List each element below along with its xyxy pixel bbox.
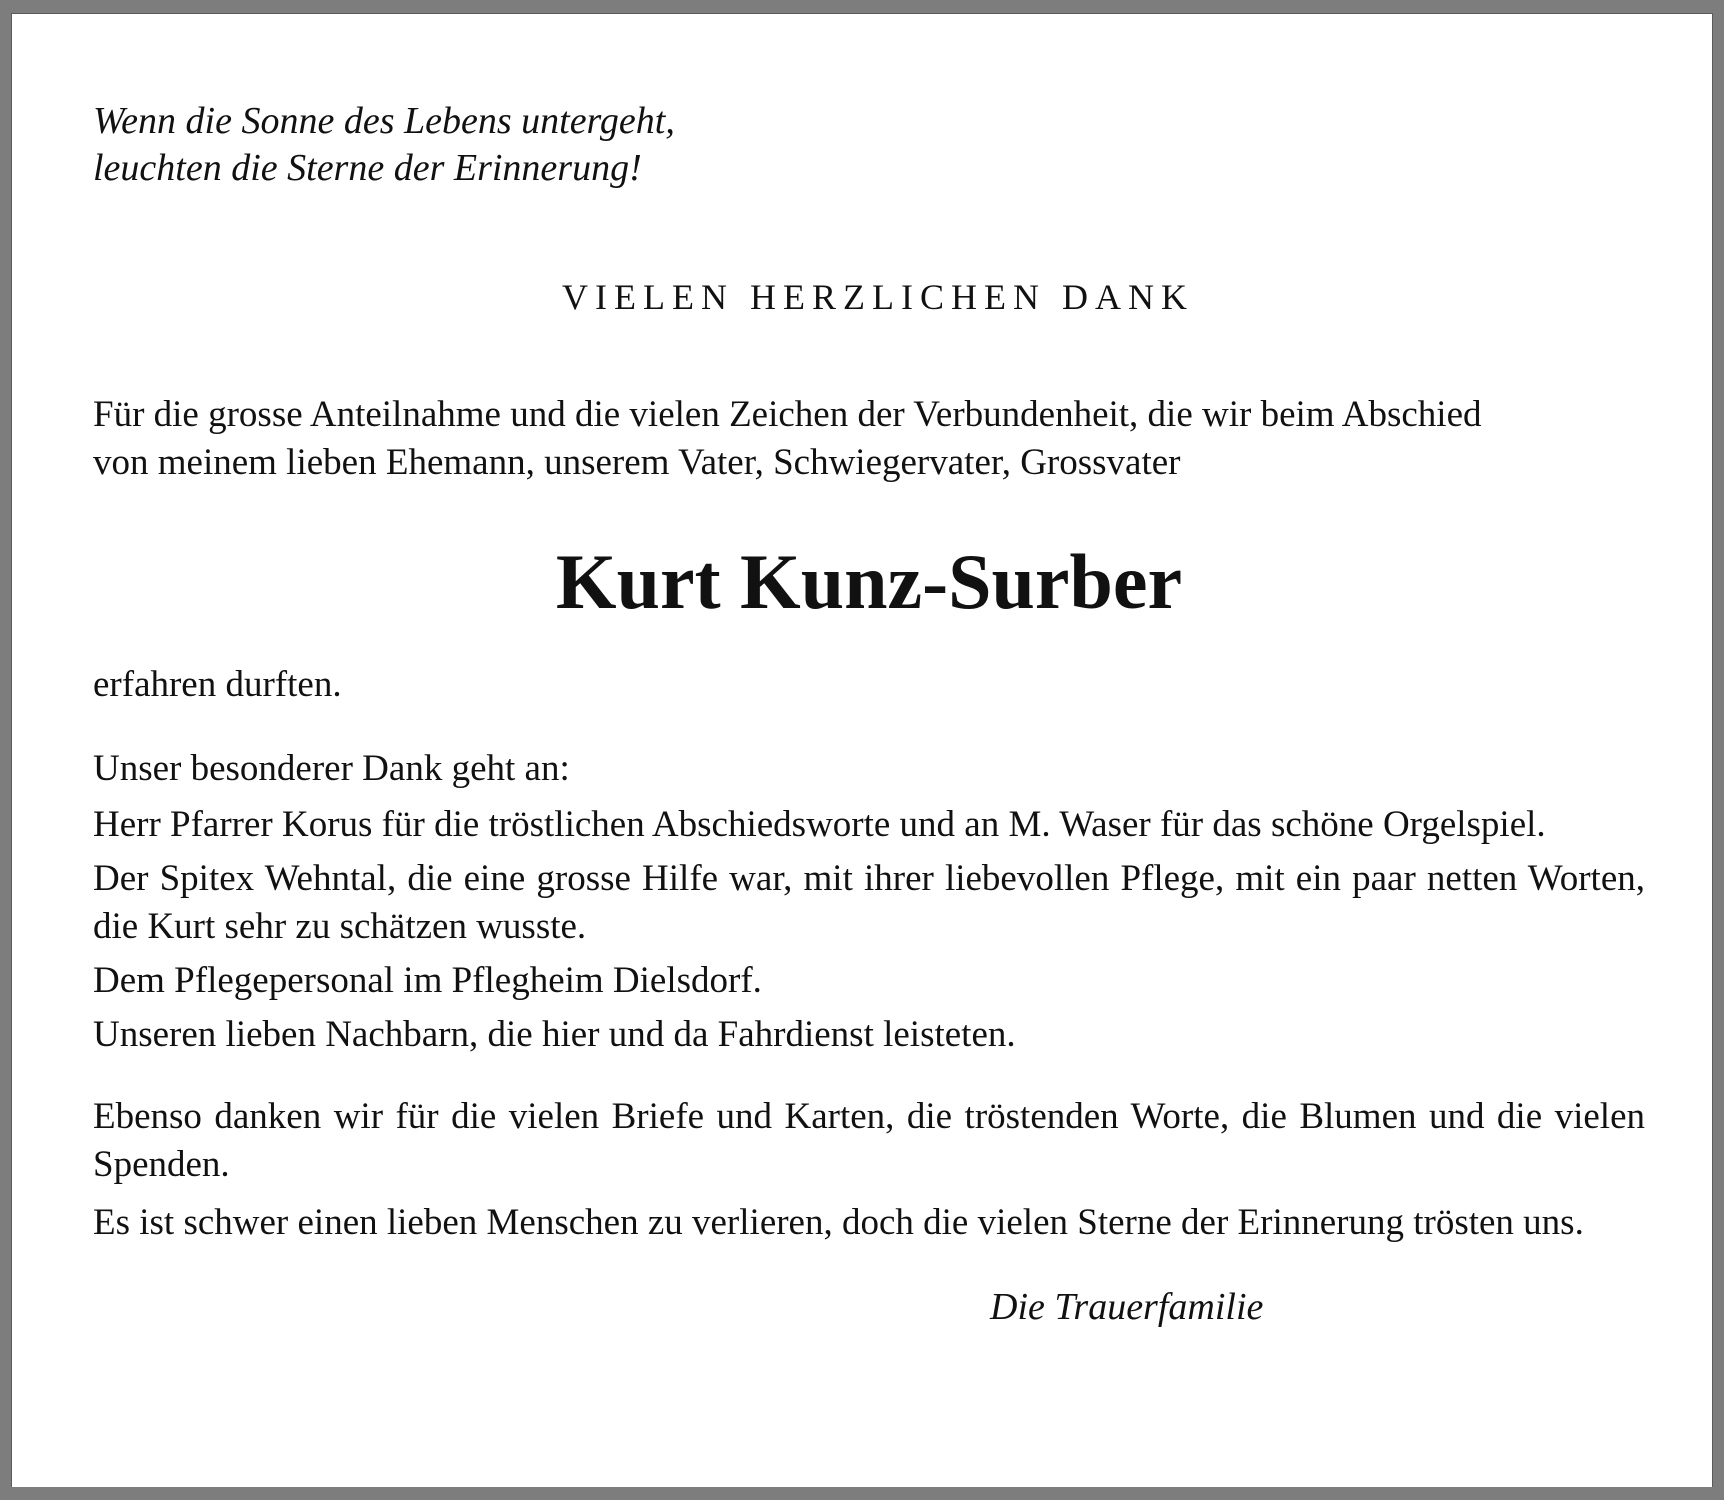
thanks-item-pflegepersonal: Dem Pflegepersonal im Pflegheim Dielsdorf. [93,960,762,1001]
thanks-item-nachbarn: Unseren lieben Nachbarn, die hier und da Fahrdienst leisteten. [93,1014,1016,1055]
thanks-item-spitex: Der Spitex Wehntal, die eine grosse Hilfe war, mit ihrer liebevollen Pflege, mit ein paar netten Worten, die Kurt sehr zu schätzen wusste. [93,858,1645,947]
closing-paragraph-ebenso: Ebenso danken wir für die vielen Briefe und Karten, die tröstenden Worte, die Blumen und die vielen Spenden. [93,1096,1645,1185]
experienced-text: erfahren durften. [93,664,342,705]
signature: Die Trauerfamilie [990,1286,1264,1328]
intro-paragraph [93,391,1645,487]
notice-content [93,84,1645,1331]
closing-paragraph-schwer: Es ist schwer einen lieben Menschen zu verlieren, doch die vielen Sterne der Erinnerung trösten uns. [93,1202,1584,1243]
motto-line-1: Wenn die Sonne des Lebens untergeht, [93,100,675,142]
special-thanks-heading: Unser besonderer Dank geht an: [93,748,570,789]
notice-card [11,13,1713,1487]
motto [93,98,1645,192]
thanks-item-pfarrer: Herr Pfarrer Korus für die tröstlichen Abschiedsworte und an M. Waser für das schöne Orgelspiel. [93,804,1546,845]
intro-line-2: von meinem lieben Ehemann, unserem Vater, Schwiegervater, Grossvater [93,442,1181,483]
deceased-name: Kurt Kunz-Surber [555,538,1183,625]
thanks-heading-title: VIELEN HERZLICHEN DANK [562,277,1194,317]
intro-line-1: Für die grosse Anteilnahme und die vielen Zeichen der Verbundenheit, die wir beim Abschied [93,394,1482,435]
motto-line-2: leuchten die Sterne der Erinnerung! [93,147,642,189]
